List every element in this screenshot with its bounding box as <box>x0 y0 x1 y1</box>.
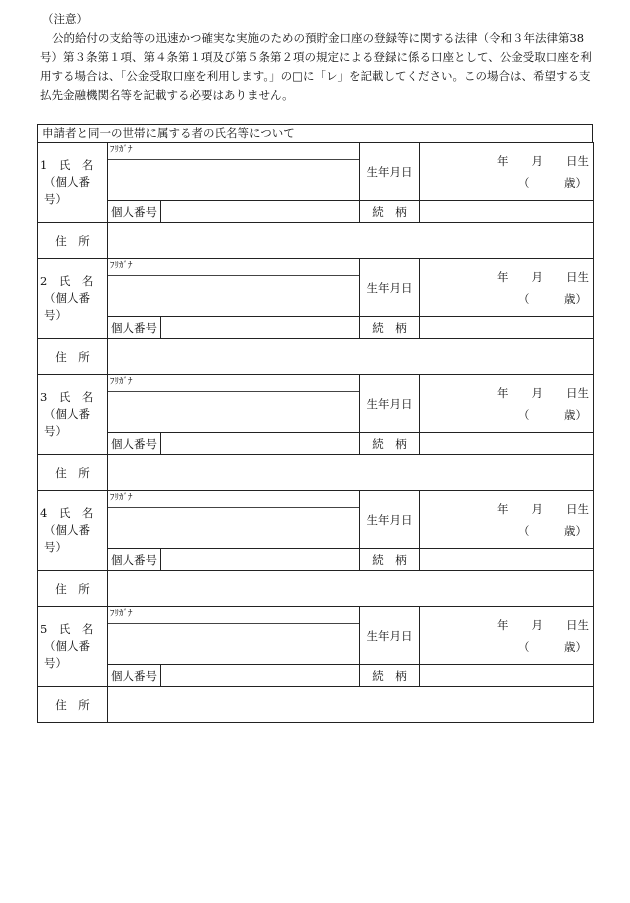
age-label: （ 歳） <box>518 408 588 422</box>
id-number-label: 個人番号 <box>108 549 161 571</box>
name-field-cell[interactable] <box>108 143 360 201</box>
name-label: 氏 名 <box>58 274 94 288</box>
furigana-label: ﾌﾘｶﾞﾅ <box>108 491 359 508</box>
name-input-area[interactable] <box>108 392 359 432</box>
birthdate-field[interactable] <box>420 375 594 433</box>
birthdate-ymd-label: 年 月 日生 <box>497 154 590 168</box>
name-input-area[interactable] <box>108 276 359 316</box>
id-number-paren-label: （個人番号） <box>44 639 90 670</box>
name-input-area[interactable] <box>108 160 359 200</box>
address-label: 住 所 <box>38 455 108 491</box>
id-number-field[interactable] <box>161 665 360 687</box>
person-block <box>37 374 594 491</box>
relation-field[interactable] <box>420 665 594 687</box>
notice-heading: （注意） <box>42 12 88 26</box>
id-number-paren-label: （個人番号） <box>44 407 90 438</box>
person-name-label-cell <box>38 375 108 455</box>
id-number-field[interactable] <box>161 549 360 571</box>
id-number-paren-label: （個人番号） <box>44 175 90 206</box>
person-name-label-cell <box>38 491 108 571</box>
name-field-cell[interactable] <box>108 491 360 549</box>
household-members-form <box>37 124 593 723</box>
id-number-field[interactable] <box>161 201 360 223</box>
person-number: 1 <box>40 158 48 172</box>
birthdate-ymd-label: 年 月 日生 <box>497 502 590 516</box>
id-number-field[interactable] <box>161 433 360 455</box>
name-field-cell[interactable] <box>108 375 360 433</box>
age-label: （ 歳） <box>518 292 588 306</box>
address-field[interactable] <box>108 455 594 491</box>
relation-field[interactable] <box>420 549 594 571</box>
age-label: （ 歳） <box>518 524 588 538</box>
birthdate-ymd-label: 年 月 日生 <box>497 270 590 284</box>
id-number-label: 個人番号 <box>108 201 161 223</box>
name-label: 氏 名 <box>58 506 94 520</box>
address-field[interactable] <box>108 339 594 375</box>
id-number-label: 個人番号 <box>108 317 161 339</box>
birthdate-label: 生年月日 <box>360 607 420 665</box>
birthdate-ymd-label: 年 月 日生 <box>497 618 590 632</box>
address-label: 住 所 <box>38 687 108 723</box>
furigana-label: ﾌﾘｶﾞﾅ <box>108 259 359 276</box>
birthdate-ymd-label: 年 月 日生 <box>497 386 590 400</box>
notice <box>38 10 598 105</box>
notice-body: 公的給付の支給等の迅速かつ確実な実施のための預貯金口座の登録等に関する法律（令和３年法律第38号）第３条第１項、第４条第１項及び第５条第２項の規定による登録に係る口座として、公金受取口座を利用する場合は、「公金受取口座を利用します。」の□に「レ」を記載してください。この場合は、希望する支払先金融機関名等を記載する必要はありません。 <box>40 31 592 102</box>
person-name-label-cell <box>38 259 108 339</box>
name-field-cell[interactable] <box>108 607 360 665</box>
birthdate-label: 生年月日 <box>360 143 420 201</box>
address-label: 住 所 <box>38 223 108 259</box>
birthdate-label: 生年月日 <box>360 491 420 549</box>
birthdate-label: 生年月日 <box>360 259 420 317</box>
name-input-area[interactable] <box>108 508 359 548</box>
relation-label: 続 柄 <box>360 433 420 455</box>
name-label: 氏 名 <box>58 158 94 172</box>
person-block <box>37 490 594 607</box>
person-block <box>37 606 594 723</box>
id-number-paren-label: （個人番号） <box>44 291 90 322</box>
birthdate-field[interactable] <box>420 259 594 317</box>
form-title: 申請者と同一の世帯に属する者の氏名等について <box>37 124 593 143</box>
persons-list <box>37 142 593 723</box>
furigana-label: ﾌﾘｶﾞﾅ <box>108 375 359 392</box>
id-number-paren-label: （個人番号） <box>44 523 90 554</box>
person-name-label-cell <box>38 143 108 223</box>
relation-field[interactable] <box>420 201 594 223</box>
id-number-label: 個人番号 <box>108 665 161 687</box>
person-number: 3 <box>40 390 48 404</box>
relation-field[interactable] <box>420 317 594 339</box>
birthdate-field[interactable] <box>420 491 594 549</box>
address-label: 住 所 <box>38 339 108 375</box>
id-number-field[interactable] <box>161 317 360 339</box>
name-input-area[interactable] <box>108 624 359 664</box>
birthdate-field[interactable] <box>420 607 594 665</box>
person-name-label-cell <box>38 607 108 687</box>
id-number-label: 個人番号 <box>108 433 161 455</box>
address-field[interactable] <box>108 223 594 259</box>
person-block <box>37 258 594 375</box>
furigana-label: ﾌﾘｶﾞﾅ <box>108 607 359 624</box>
relation-label: 続 柄 <box>360 549 420 571</box>
name-label: 氏 名 <box>58 390 94 404</box>
name-label: 氏 名 <box>58 622 94 636</box>
person-number: 2 <box>40 274 48 288</box>
furigana-label: ﾌﾘｶﾞﾅ <box>108 143 359 160</box>
birthdate-field[interactable] <box>420 143 594 201</box>
address-field[interactable] <box>108 687 594 723</box>
age-label: （ 歳） <box>518 640 588 654</box>
age-label: （ 歳） <box>518 176 588 190</box>
relation-label: 続 柄 <box>360 665 420 687</box>
relation-field[interactable] <box>420 433 594 455</box>
relation-label: 続 柄 <box>360 201 420 223</box>
name-field-cell[interactable] <box>108 259 360 317</box>
address-field[interactable] <box>108 571 594 607</box>
person-block <box>37 142 594 259</box>
person-number: 5 <box>40 622 48 636</box>
birthdate-label: 生年月日 <box>360 375 420 433</box>
relation-label: 続 柄 <box>360 317 420 339</box>
person-number: 4 <box>40 506 48 520</box>
address-label: 住 所 <box>38 571 108 607</box>
